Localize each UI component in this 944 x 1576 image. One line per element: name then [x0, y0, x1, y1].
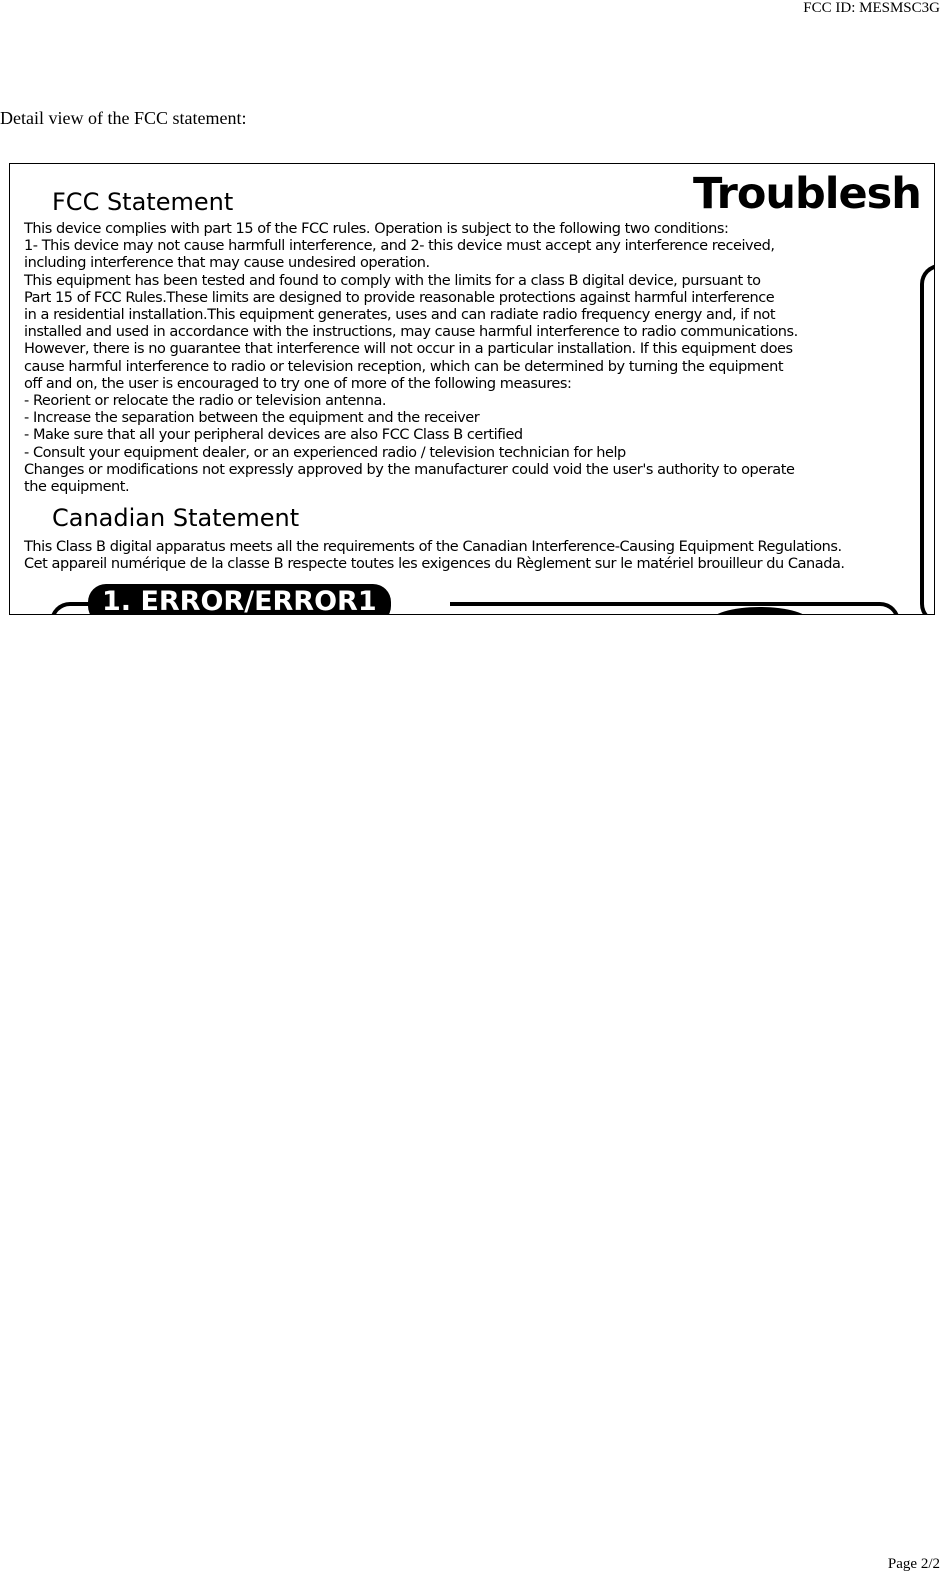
fcc-line: installed and used in accordance with the instructions, may cause harmful interference to radio communications.: [24, 324, 798, 341]
label-right-frame: [920, 264, 935, 615]
fcc-line: cause harmful interference to radio or television reception, which can be determined by turning the equipment: [24, 358, 784, 375]
fcc-line: Part 15 of FCC Rules.These limits are designed to provide reasonable protections against harmful interference: [24, 289, 775, 306]
troubleshooting-heading: Troublesh: [693, 169, 921, 219]
fcc-label-image: [9, 163, 935, 615]
fcc-line: off and on, the user is encouraged to try one of more of the following measures:: [24, 375, 572, 392]
error-badge: 1. ERROR/ERROR1: [88, 584, 391, 615]
fcc-line: - Make sure that all your peripheral devices are also FCC Class B certified: [24, 427, 523, 444]
fcc-line: the equipment.: [24, 479, 130, 496]
canadian-statement-text: [24, 539, 845, 573]
fcc-line: 1- This device may not cause harmfull interference, and 2- this device must accept any interference received,: [24, 238, 775, 255]
fcc-line: including interference that may cause undesired operation.: [24, 255, 430, 272]
fcc-id-header: FCC ID: MESMSC3G: [803, 0, 940, 16]
caption: Detail view of the FCC statement:: [0, 108, 247, 128]
error-frame-line: [450, 602, 860, 606]
error-frame-right: [850, 602, 900, 615]
canadian-line: This Class B digital apparatus meets all the requirements of the Canadian Interference-Causing Equipment Regulations.: [24, 539, 842, 555]
fcc-statement-text: [24, 221, 798, 496]
canadian-line: Cet appareil numérique de la classe B respecte toutes les exigences du Règlement sur le matériel brouilleur du Canada.: [24, 556, 845, 573]
fcc-line: Changes or modifications not expressly approved by the manufacturer could void the user's authority to operate: [24, 461, 795, 478]
fcc-line: - Consult your equipment dealer, or an experienced radio / television technician for help: [24, 444, 626, 461]
fcc-line: This device complies with part 15 of the FCC rules. Operation is subject to the following two conditions:: [24, 221, 729, 237]
fcc-line: - Reorient or relocate the radio or television antenna.: [24, 393, 387, 410]
fcc-line: This equipment has been tested and found to comply with the limits for a class B digital device, pursuant to: [24, 272, 761, 289]
fcc-line: - Increase the separation between the equipment and the receiver: [24, 410, 480, 427]
page-number: Page 2/2: [887, 1556, 940, 1572]
fcc-line: However, there is no guarantee that interference will not occur in a particular installation. If this equipment does: [24, 341, 793, 358]
fcc-statement-heading: FCC Statement: [52, 188, 234, 216]
canadian-statement-heading: Canadian Statement: [52, 504, 300, 532]
error-frame-blob: [710, 607, 810, 615]
fcc-line: in a residential installation.This equipment generates, uses and can radiate radio frequency energy and, if not: [24, 307, 776, 324]
